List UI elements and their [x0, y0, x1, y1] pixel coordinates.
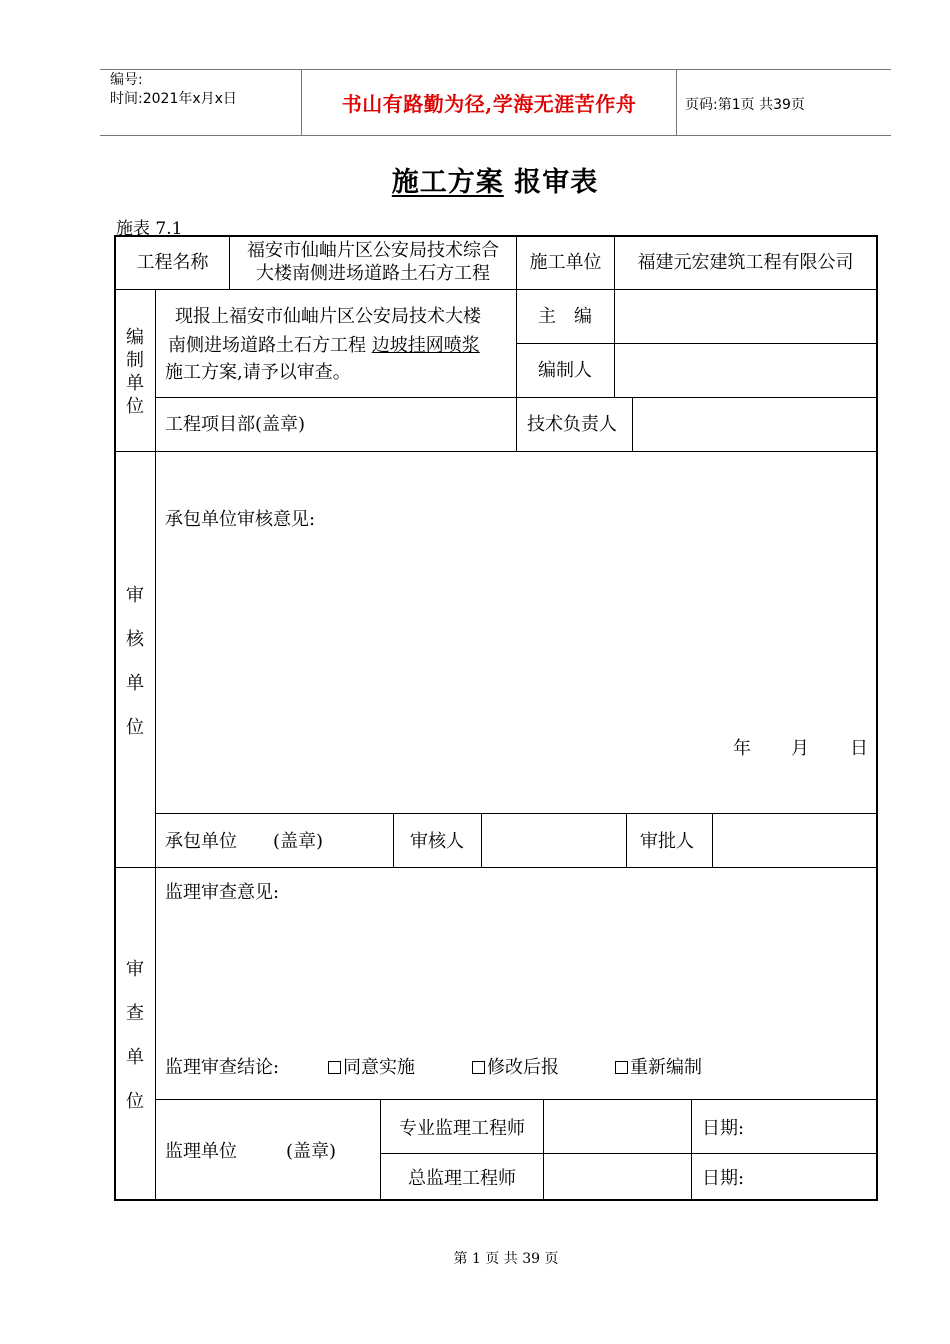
title-suffix: 报审表	[514, 167, 599, 198]
compiler-label: 编制人	[538, 360, 592, 381]
vrule-supervision-2	[543, 1100, 544, 1201]
header-bottom-rule	[100, 135, 891, 136]
audit-opinion-label: 承包单位审核意见:	[165, 509, 316, 530]
supervision-unit-label: 监理单位	[165, 1141, 237, 1162]
title-main: 施工方案	[391, 167, 504, 198]
rule-supervision-opinion	[155, 1099, 877, 1100]
compile-scheme-name: 边坡挂网喷浆	[371, 335, 480, 356]
section-column-divider	[155, 290, 156, 1201]
doc-time-label: 时间:2021年x月x日	[110, 91, 237, 107]
vrule-supervision-3	[691, 1100, 692, 1201]
audit-section-label: 审 核 单 位	[126, 585, 144, 738]
supervision-opinion-label: 监理审查意见:	[165, 882, 280, 903]
header-motto: 书山有路勤为径,学海无涯苦作舟	[341, 92, 637, 116]
supervision-seal-label: (盖章)	[286, 1141, 337, 1162]
tech-head-label: 技术负责人	[527, 414, 617, 435]
supervision-conclusion-label: 监理审查结论:	[165, 1057, 280, 1078]
audit-date-year: 年	[733, 738, 751, 759]
rule-compile-end	[115, 451, 877, 452]
compile-text-line1: 现报上福安市仙岫片区公安局技术大楼	[175, 306, 481, 327]
project-name-line1: 福安市仙岫片区公安局技术综合	[247, 240, 499, 261]
contractor-value: 福建元宏建筑工程有限公司	[637, 252, 854, 273]
compile-text-line3: 施工方案,请予以审查。	[165, 362, 351, 383]
chief-supervision-engineer-label: 总监理工程师	[408, 1168, 516, 1189]
vrule-audit-2	[481, 814, 482, 868]
audit-approver-label: 审批人	[640, 831, 694, 852]
option-revise-resubmit[interactable]: 修改后报	[472, 1056, 559, 1080]
audit-seal-label: (盖章)	[273, 831, 324, 852]
contractor-label: 施工单位	[529, 252, 602, 273]
audit-unit-label: 承包单位	[165, 831, 237, 852]
supervision-date-label-2: 日期:	[702, 1168, 745, 1189]
header-divider-right	[676, 69, 677, 136]
vrule-audit-4	[712, 814, 713, 868]
rule-audit-opinion	[155, 813, 877, 814]
compile-text-line2: 南侧进场道路土石方工程 边坡挂网喷浆	[168, 335, 480, 356]
rule-supervision-engineer	[380, 1153, 877, 1154]
page-title	[0, 160, 950, 199]
project-name-label: 工程名称	[136, 252, 209, 273]
header-page-info: 页码:第1页 共39页	[685, 97, 805, 113]
audit-reviewer-label: 审核人	[410, 831, 464, 852]
audit-date-month: 月	[791, 738, 809, 759]
supervision-section-label: 审 查 单 位	[126, 959, 144, 1112]
page-footer: 第 1 页 共 39 页	[453, 1251, 559, 1267]
audit-date-day: 日	[850, 738, 868, 759]
vrule-audit-3	[626, 814, 627, 868]
chief-editor-label: 主 编	[538, 306, 592, 327]
form-number: 施表 7.1	[116, 219, 183, 239]
supervision-date-label-1: 日期:	[702, 1118, 745, 1139]
vrule-compile-2	[614, 290, 615, 398]
option-recompile[interactable]: 重新编制	[615, 1056, 702, 1080]
option-recompile-checkbox[interactable]	[615, 1061, 628, 1074]
header-top-rule	[100, 69, 891, 70]
compile-section-label: 编 制 单 位	[126, 327, 144, 417]
vrule-compile-1	[516, 290, 517, 452]
supervision-engineer-label: 专业监理工程师	[399, 1118, 525, 1139]
rule-chief-editor	[516, 343, 877, 344]
option-approve[interactable]: 同意实施	[328, 1056, 415, 1080]
option-approve-checkbox[interactable]	[328, 1061, 341, 1074]
rule-audit-end	[115, 867, 877, 868]
project-name-line2: 大楼南侧进场道路土石方工程	[256, 263, 490, 284]
vrule-compile-3	[632, 398, 633, 452]
vrule-audit-1	[393, 814, 394, 868]
doc-number-label: 编号:	[110, 72, 143, 88]
option-revise-checkbox[interactable]	[472, 1061, 485, 1074]
project-dept-seal-label: 工程项目部(盖章)	[165, 414, 306, 435]
